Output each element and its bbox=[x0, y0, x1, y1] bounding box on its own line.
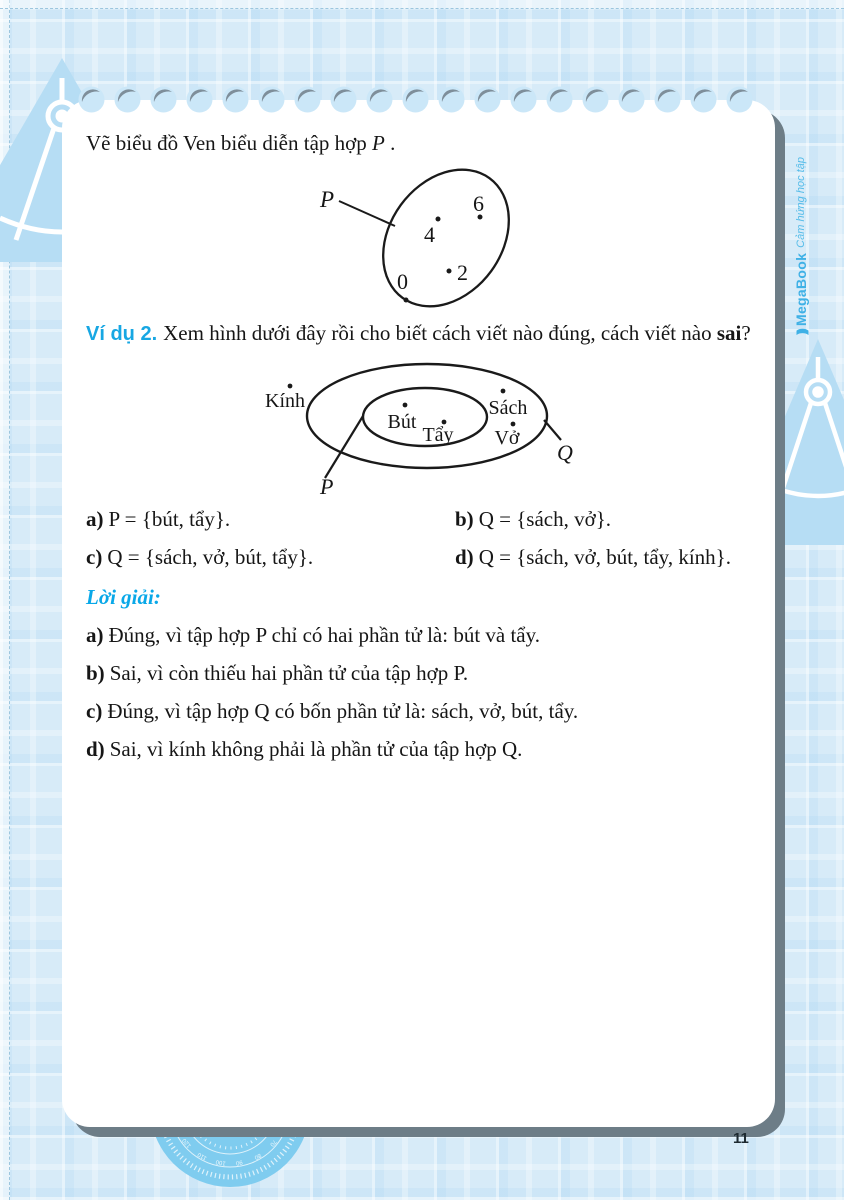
binding-hole-icon bbox=[222, 86, 249, 113]
option-c bbox=[86, 545, 455, 570]
solution-key: a) bbox=[86, 623, 104, 647]
binding-hole-icon bbox=[186, 86, 213, 113]
protractor-number: 80 bbox=[253, 1151, 262, 1161]
option-key: c) bbox=[86, 545, 103, 569]
protractor-number: 70 bbox=[268, 1138, 278, 1148]
page-number: 11 bbox=[733, 1130, 749, 1147]
perforation-line-top bbox=[0, 0, 844, 9]
binding-hole-icon bbox=[114, 86, 141, 113]
option-key: d) bbox=[455, 545, 474, 569]
solution-key: b) bbox=[86, 661, 105, 685]
example2-line bbox=[86, 321, 751, 346]
option-b bbox=[455, 507, 758, 532]
binding-hole-icon bbox=[690, 86, 717, 113]
binding-hole-icon bbox=[366, 86, 393, 113]
diagram2-set-p-label: P bbox=[320, 474, 334, 499]
solution-line-a bbox=[86, 624, 578, 647]
binding-hole-icon bbox=[618, 86, 645, 113]
example2-bold-word: sai bbox=[716, 321, 742, 345]
diagram1-element-0: 0 bbox=[397, 269, 408, 294]
intro-period: . bbox=[384, 131, 396, 155]
compass-icon bbox=[776, 335, 844, 550]
diagram2-set-q-label: Q bbox=[557, 440, 573, 465]
options-grid bbox=[86, 507, 758, 570]
protractor-number: 110 bbox=[196, 1150, 209, 1161]
binding-hole-icon bbox=[438, 86, 465, 113]
diagram1-set-label: P bbox=[320, 187, 335, 212]
option-text: P = {bút, tẩy}. bbox=[108, 507, 231, 531]
binding-hole-icon bbox=[582, 86, 609, 113]
diagram2-item-but: Bút bbox=[387, 411, 417, 433]
option-d bbox=[455, 545, 758, 570]
solution-text: Đúng, vì tập hợp P chỉ có hai phần tử là: bút và tẩy. bbox=[108, 623, 541, 647]
venn-diagram-set-p bbox=[312, 153, 602, 328]
protractor-number: 100 bbox=[215, 1158, 227, 1166]
diagram2-item-sach: Sách bbox=[488, 397, 528, 419]
brand-name: MegaBook bbox=[793, 252, 809, 326]
binding-hole-icon bbox=[474, 86, 501, 113]
diagram2-item-kinh: Kính bbox=[265, 390, 305, 412]
binding-holes-row bbox=[78, 86, 753, 113]
option-text: Q = {sách, vở}. bbox=[478, 507, 612, 531]
example2-label: Ví dụ 2. bbox=[86, 323, 158, 345]
solution-text: Sai, vì còn thiếu hai phần tử của tập hợp P. bbox=[109, 661, 469, 685]
option-key: b) bbox=[455, 507, 474, 531]
solution-heading: Lời giải: bbox=[86, 585, 161, 609]
binding-hole-icon bbox=[510, 86, 537, 113]
diagram1-element-4: 4 bbox=[424, 222, 435, 247]
solution-lines bbox=[86, 624, 578, 776]
option-text: Q = {sách, vở, bút, tẩy}. bbox=[107, 545, 314, 569]
brand-tagline: Cảm hứng học tập bbox=[795, 157, 807, 248]
binding-hole-icon bbox=[294, 86, 321, 113]
brand-vertical-text bbox=[788, 105, 814, 335]
binding-hole-icon bbox=[546, 86, 573, 113]
solution-key: d) bbox=[86, 737, 105, 761]
diagram2-item-vo: Vở bbox=[494, 427, 520, 449]
protractor-number: 90 bbox=[235, 1158, 243, 1166]
binding-hole-icon bbox=[78, 86, 105, 113]
solution-line-b bbox=[86, 662, 578, 685]
page-sheet bbox=[62, 100, 775, 1127]
binding-hole-icon bbox=[330, 86, 357, 113]
venn-diagram-sets-p-q bbox=[245, 360, 605, 505]
diagram1-element-6: 6 bbox=[473, 191, 484, 216]
binding-hole-icon bbox=[726, 86, 753, 113]
option-text: Q = {sách, vở, bút, tẩy, kính}. bbox=[478, 545, 731, 569]
example2-question-mark: ? bbox=[741, 321, 751, 345]
solution-line-c bbox=[86, 700, 578, 723]
diagram1-element-2: 2 bbox=[457, 260, 468, 285]
protractor-number: 120 bbox=[181, 1136, 193, 1149]
binding-hole-icon bbox=[402, 86, 429, 113]
intro-text: Vẽ biểu đồ Ven biểu diễn tập hợp bbox=[86, 131, 372, 155]
intro-set-symbol: P bbox=[372, 131, 385, 155]
diagram2-item-tay: Tẩy bbox=[422, 424, 454, 446]
option-a bbox=[86, 507, 455, 532]
solution-line-d bbox=[86, 738, 578, 761]
solution-text: Sai, vì kính không phải là phần tử của tập hợp Q. bbox=[109, 737, 523, 761]
brand-logo-icon: ))) bbox=[793, 331, 809, 335]
binding-hole-icon bbox=[150, 86, 177, 113]
binding-hole-icon bbox=[654, 86, 681, 113]
solution-text: Đúng, vì tập hợp Q có bốn phần tử là: sách, vở, bút, tẩy. bbox=[107, 699, 579, 723]
binding-hole-icon bbox=[258, 86, 285, 113]
solution-key: c) bbox=[86, 699, 103, 723]
example2-text: Xem hình dưới đây rồi cho biết cách viết nào đúng, cách viết nào bbox=[163, 321, 717, 345]
option-key: a) bbox=[86, 507, 104, 531]
